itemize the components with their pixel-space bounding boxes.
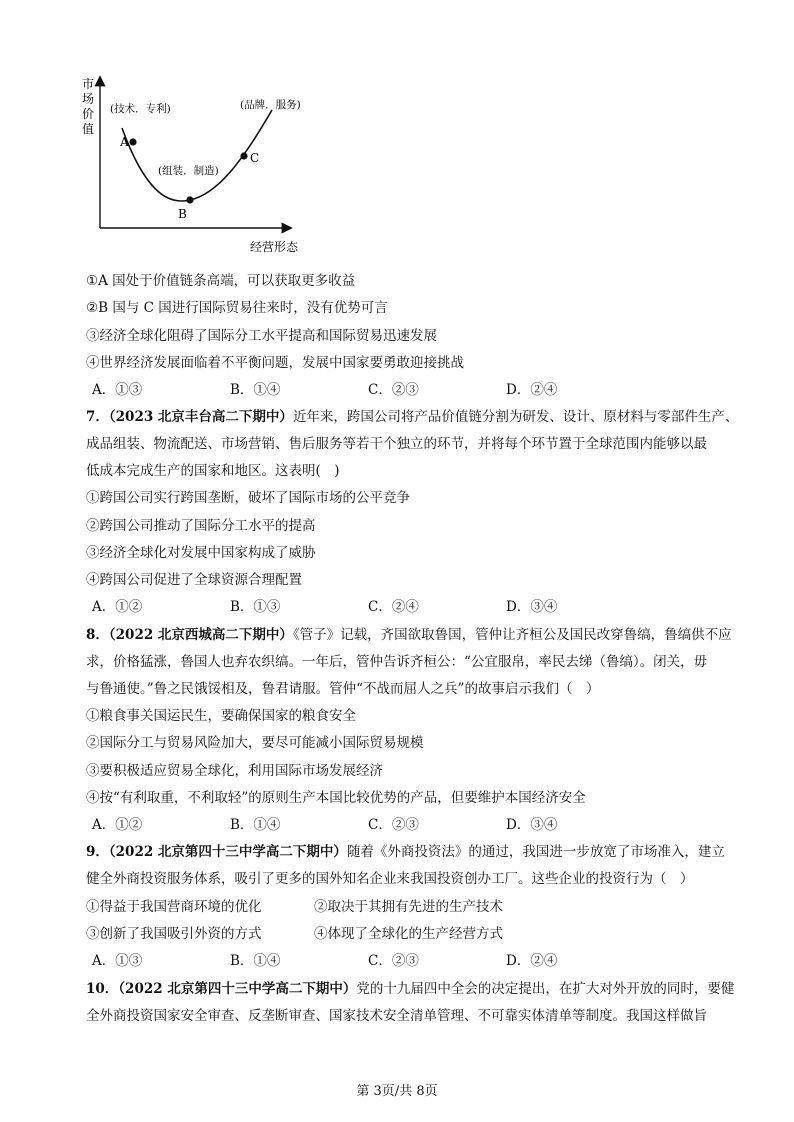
y-axis-label-1: 市 (82, 77, 95, 91)
q8-stem-line-3: 与鲁通使。”鲁之民饿馁相及，鲁君请服。管仲“不战而屈人之兵”的故事启示我们（ ） (86, 681, 600, 697)
x-axis-label: 经营形态 (250, 240, 299, 254)
q9-option-c[interactable]: C．②③ (368, 953, 419, 969)
q6-options (92, 380, 644, 400)
y-axis-label-3: 价 (82, 107, 95, 121)
q7-stem-line-2: 成品组装、物流配送、市场营销、售后服务等若干个独立的环节，并将每个环节置于全球范围内能够以最 (86, 436, 707, 452)
annotation-tech-patent: (技术．专利) (110, 103, 171, 115)
point-a-label: A (120, 135, 129, 149)
point-b-marker (186, 196, 193, 203)
q8-source: （2022 北京西城高二下期中） (108, 627, 293, 643)
annotation-assembly-manufacturing: (组装．制造) (158, 165, 219, 177)
q9-stem-line-2: 健全外商投资服务体系，吸引了更多的国外知名企业来我国投资创办工厂。这些企业的投资行为（ ） (86, 871, 694, 887)
q9-stem-line-1 (86, 842, 725, 862)
q8-stem-line-1 (86, 625, 732, 645)
q9-statement-2: ②取决于其拥有先进的生产技术 (314, 899, 503, 915)
y-axis-label-2: 场 (82, 92, 95, 106)
q7-source: （2023 北京丰台高二下期中） (108, 409, 293, 425)
q7-stem-line-3: 低成本完成生产的国家和地区。这表明( ) (86, 463, 340, 479)
q8-option-c[interactable]: C．②③ (368, 817, 419, 833)
q8-statement-1: ①粮食事关国运民生，要确保国家的粮食安全 (86, 708, 356, 724)
q7-option-d[interactable]: D．③④ (506, 599, 558, 615)
q9-statement-3: ③创新了我国吸引外资的方式 (86, 926, 262, 942)
q9-source: （2022 北京第四十三中学高二下期中） (108, 844, 347, 860)
q7-statement-2: ②跨国公司推动了国际分工水平的提高 (86, 518, 316, 534)
q6-statement-1: ①A 国处于价值链条高端，可以获取更多收益 (86, 273, 356, 289)
page-footer: 第 3页/共 8页 (356, 1084, 438, 1099)
q8-option-d[interactable]: D．③④ (506, 817, 558, 833)
q10-number: 10． (86, 981, 119, 997)
point-c-label: C (250, 151, 260, 165)
q8-options (92, 815, 644, 835)
q7-statement-3: ③经济全球化对发展中国家构成了威胁 (86, 545, 316, 561)
q6-statement-3: ③经济全球化阻碍了国际分工水平提高和国际贸易迅速发展 (86, 328, 437, 344)
q8-option-b[interactable]: B．①④ (230, 817, 281, 833)
q8-number: 8． (86, 627, 109, 643)
q9-stem-text-1: 随着《外商投资法》的通过，我国进一步放宽了市场准入，建立 (346, 844, 725, 860)
q7-number: 7． (86, 409, 109, 425)
q10-stem-line-2: 全外商投资国家安全审查、反垄断审查、国家技术安全清单管理、不可靠实体清单等制度。我国这样做旨 (86, 1008, 707, 1024)
q7-option-c[interactable]: C．②④ (368, 599, 419, 615)
q8-stem-line-2: 求，价格猛涨，鲁国人也弃农织缟。一年后，管仲告诉齐桓公：“公宜服帛，率民去绨（鲁缟）。闭关，毋 (86, 654, 708, 670)
q7-stem-line-1 (86, 407, 738, 427)
q9-options (92, 951, 644, 971)
q7-options (92, 597, 644, 617)
q8-statement-3: ③要积极适应贸易全球化，利用国际市场发展经济 (86, 763, 383, 779)
q6-option-c[interactable]: C．②③ (368, 382, 419, 398)
point-c-marker (240, 152, 247, 159)
q7-statement-4: ④跨国公司促进了全球资源合理配置 (86, 572, 302, 588)
point-a-marker (129, 138, 136, 145)
q9-statement-1: ①得益于我国营商环境的优化 (86, 899, 262, 915)
q9-statements-row-1 (86, 897, 503, 917)
q8-statement-2: ②国际分工与贸易风险加大，要尽可能减小国际贸易规模 (86, 735, 424, 751)
q9-option-b[interactable]: B．①④ (230, 953, 281, 969)
q8-stem-text-1: 《管子》记载，齐国欲取鲁国，管仲让齐桓公及国民改穿鲁缟，鲁缟供不应 (292, 627, 732, 643)
q6-option-d[interactable]: D．②④ (506, 382, 558, 398)
q9-option-d[interactable]: D．②④ (506, 953, 558, 969)
q10-stem-text-1: 党的十九届四中全会的决定提出，在扩大对外开放的同时，要健 (356, 981, 735, 997)
q7-statement-1: ①跨国公司实行跨国垄断，破坏了国际市场的公平竞争 (86, 490, 410, 506)
q7-option-b[interactable]: B．①③ (230, 599, 281, 615)
q7-stem-text-1: 近年来，跨国公司将产品价值链分割为研发、设计、原材料与零部件生产、 (292, 409, 739, 425)
point-b-label: B (178, 207, 187, 221)
q6-option-b[interactable]: B．①④ (230, 382, 281, 398)
q10-stem-line-1 (86, 979, 734, 999)
q8-statement-4: ④按“有利取重，不利取轻”的原则生产本国比较优势的产品，但要维护本国经济安全 (86, 790, 586, 806)
y-axis-label-4: 值 (82, 122, 95, 136)
q7-option-a[interactable]: A．①② (92, 599, 143, 615)
q6-statement-4: ④世界经济发展面临着不平衡问题，发展中国家要勇敢迎接挑战 (86, 355, 464, 371)
q6-option-a[interactable]: A．①③ (92, 382, 143, 398)
q9-option-a[interactable]: A．①③ (92, 953, 143, 969)
q6-statement-2: ②B 国与 C 国进行国际贸易往来时，没有优势可言 (86, 300, 388, 316)
value-chain-diagram (78, 70, 328, 260)
q9-statement-4: ④体现了全球化的生产经营方式 (314, 926, 503, 942)
annotation-brand-service: (品牌．服务) (240, 99, 301, 111)
q9-statements-row-2 (86, 924, 503, 944)
q9-number: 9． (86, 844, 109, 860)
q8-option-a[interactable]: A．①② (92, 817, 143, 833)
q10-source: （2022 北京第四十三中学高二下期中） (118, 981, 357, 997)
